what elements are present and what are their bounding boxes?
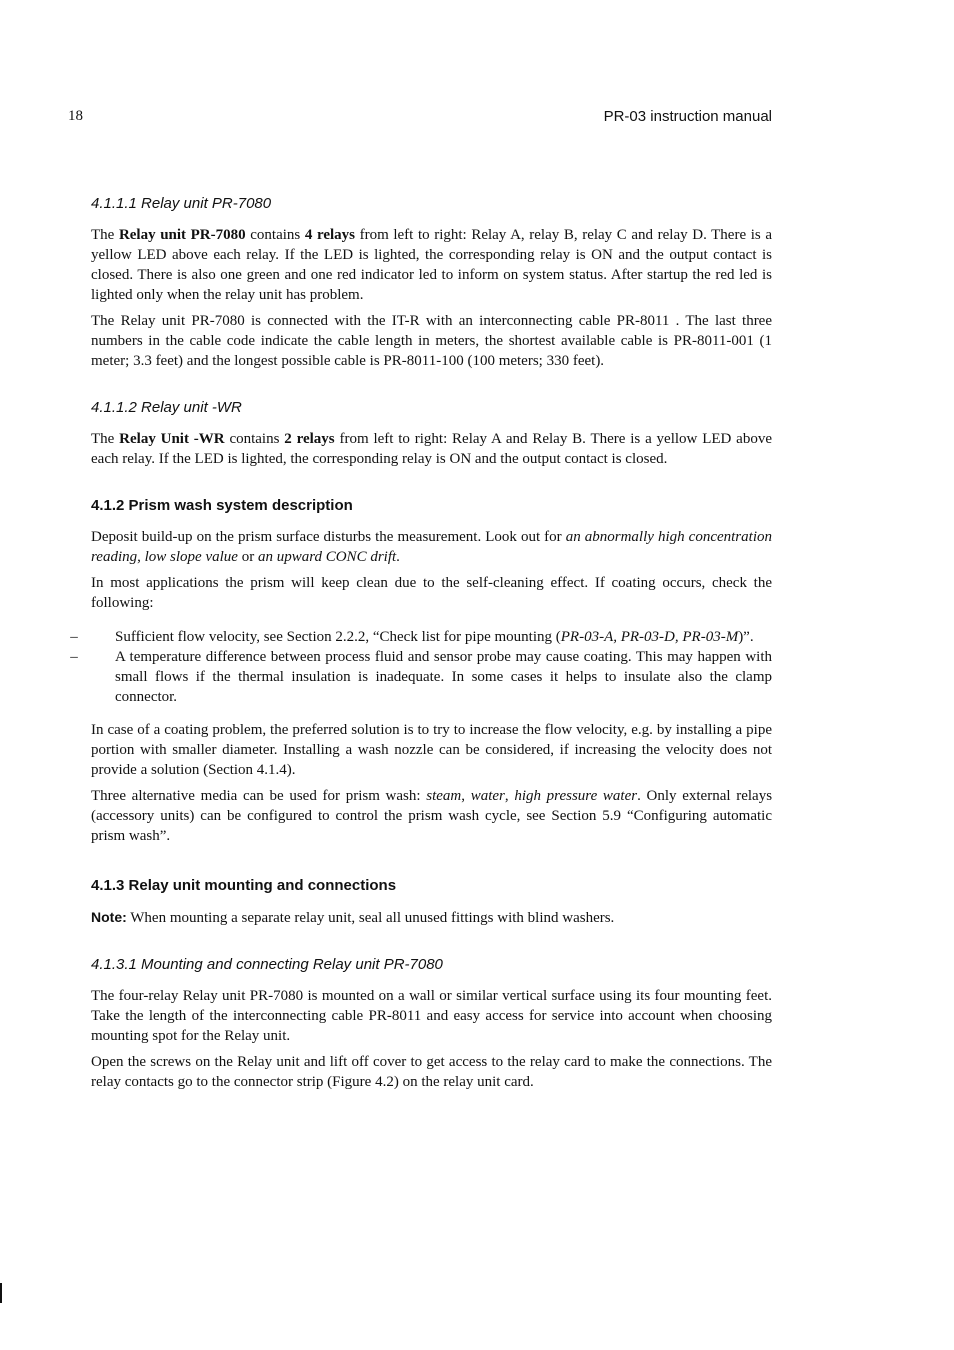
text-run: contains [245, 227, 305, 243]
text-run: , [137, 549, 145, 565]
text-run: The [91, 431, 120, 447]
italic-term: water [470, 788, 505, 804]
text-run: or [237, 549, 258, 565]
page-number: 18 [68, 108, 83, 124]
text-run: . Only external relays (accessory units) can be configured to control the prism wash cycle, see Section 5.9 “Configuring automatic prism wash”. [91, 788, 773, 844]
text-run: A temperature difference between process fluid and sensor probe may cause coating. This may happen with small flows if the thermal insulation is inadequate. In some cases it helps to insulate also the clamp connector. [115, 649, 772, 705]
bold-term: Relay unit PR-7080 [118, 227, 246, 243]
heading-4-1-3: 4.1.3 Relay unit mounting and connections [91, 877, 397, 894]
coating-checklist [68, 627, 772, 707]
paragraph-mounting: The four-relay Relay unit PR-7080 is mounted on a wall or similar vertical surface using its four mounting feet. Take the length of the interconnecting cable PR-8011 and easy access for service into account when choosing mounting spot for the Relay unit. [91, 988, 772, 1044]
text-run: from left to right: Relay A and Relay B. There is a yellow LED above each relay. If the LED is lighted, the corresponding relay is ON and the output contact is closed. [91, 431, 772, 467]
bold-term: Relay Unit -WR [119, 431, 225, 447]
italic-term: steam [426, 788, 462, 804]
text-run: Deposit build-up on the prism surface disturbs the measurement. Look out for [91, 529, 566, 545]
heading-4-1-2: 4.1.2 Prism wash system description [91, 497, 353, 514]
text-run: , [504, 788, 515, 804]
dash-bullet: – [70, 649, 78, 665]
text-run: Sufficient flow velocity, see Section 2.2.2, “Check list for pipe mounting ( [115, 629, 561, 645]
text-run: from left to right: Relay A, relay B, relay C and relay D. There is a yellow LED above each relay. If the LED is lighted, the corresponding relay is ON and the output contact is closed. There is also one green and one red indicator led to inform on system status. After startup the red led is lighted only when the relay unit has problem. [91, 227, 772, 303]
paragraph-relay-pr7080-cable: The Relay unit PR-7080 is connected with the IT-R with an interconnecting cable PR-8011 . The last three numbers in the cable code indicate the cable length in meters, the shortest available cable is PR-8011-001 (1 meter; 3.3 feet) and the longest possible cable is PR-8011-100 (100 meters; 330 feet). [91, 313, 772, 369]
text-run: , [461, 788, 471, 804]
paragraph-relay-wr-description [91, 429, 772, 469]
heading-4-1-1-2: 4.1.1.2 Relay unit -WR [91, 399, 242, 416]
paragraph-relay-pr7080-description [91, 225, 772, 305]
paragraph-self-cleaning: In most applications the prism will keep clean due to the self-cleaning effect. If coating occurs, check the following: [91, 575, 772, 611]
italic-term: high pressure water [514, 788, 638, 804]
heading-4-1-1-1: 4.1.1.1 Relay unit PR-7080 [91, 195, 272, 212]
paragraph-deposit-buildup [91, 527, 772, 567]
paragraph-note [91, 907, 772, 928]
list-item [68, 627, 772, 647]
italic-term: low slope value [144, 549, 238, 565]
text-run: )”. [738, 629, 754, 645]
paragraph-wash-media [91, 786, 772, 846]
heading-4-1-3-1: 4.1.3.1 Mounting and connecting Relay unit PR-7080 [91, 956, 443, 973]
paragraph-coating-problem: In case of a coating problem, the preferred solution is to try to increase the flow velocity, e.g. by installing a pipe portion with smaller diameter. Installing a wash nozzle can be considered, if increasing the velocity does not provide a solution (Section 4.1.4). [91, 722, 772, 778]
margin-change-bar [0, 1283, 2, 1303]
text-run: When mounting a separate relay unit, seal all unused fittings with blind washers. [126, 910, 615, 926]
italic-term: PR-03-A, PR-03-D, PR-03-M [560, 629, 739, 645]
bold-term: 4 relays [304, 227, 355, 243]
list-item [68, 647, 772, 707]
italic-term: an upward CONC drift [257, 549, 397, 565]
running-title: PR-03 instruction manual [603, 108, 772, 125]
text-run: contains [224, 431, 285, 447]
paragraph-connections: Open the screws on the Relay unit and lift off cover to get access to the relay card to make the connections. The relay contacts go to the connector strip (Figure 4.2) on the relay unit card. [91, 1054, 772, 1090]
dash-bullet: – [70, 629, 78, 645]
text-run: The [91, 227, 119, 243]
italic-term: an abnormally high concentration reading [91, 529, 772, 565]
bold-term: 2 relays [284, 431, 335, 447]
text-run: . [396, 549, 400, 565]
text-run: Three alternative media can be used for prism wash: [91, 788, 427, 804]
note-label: Note: [91, 909, 127, 925]
page-content [70, 194, 773, 1098]
